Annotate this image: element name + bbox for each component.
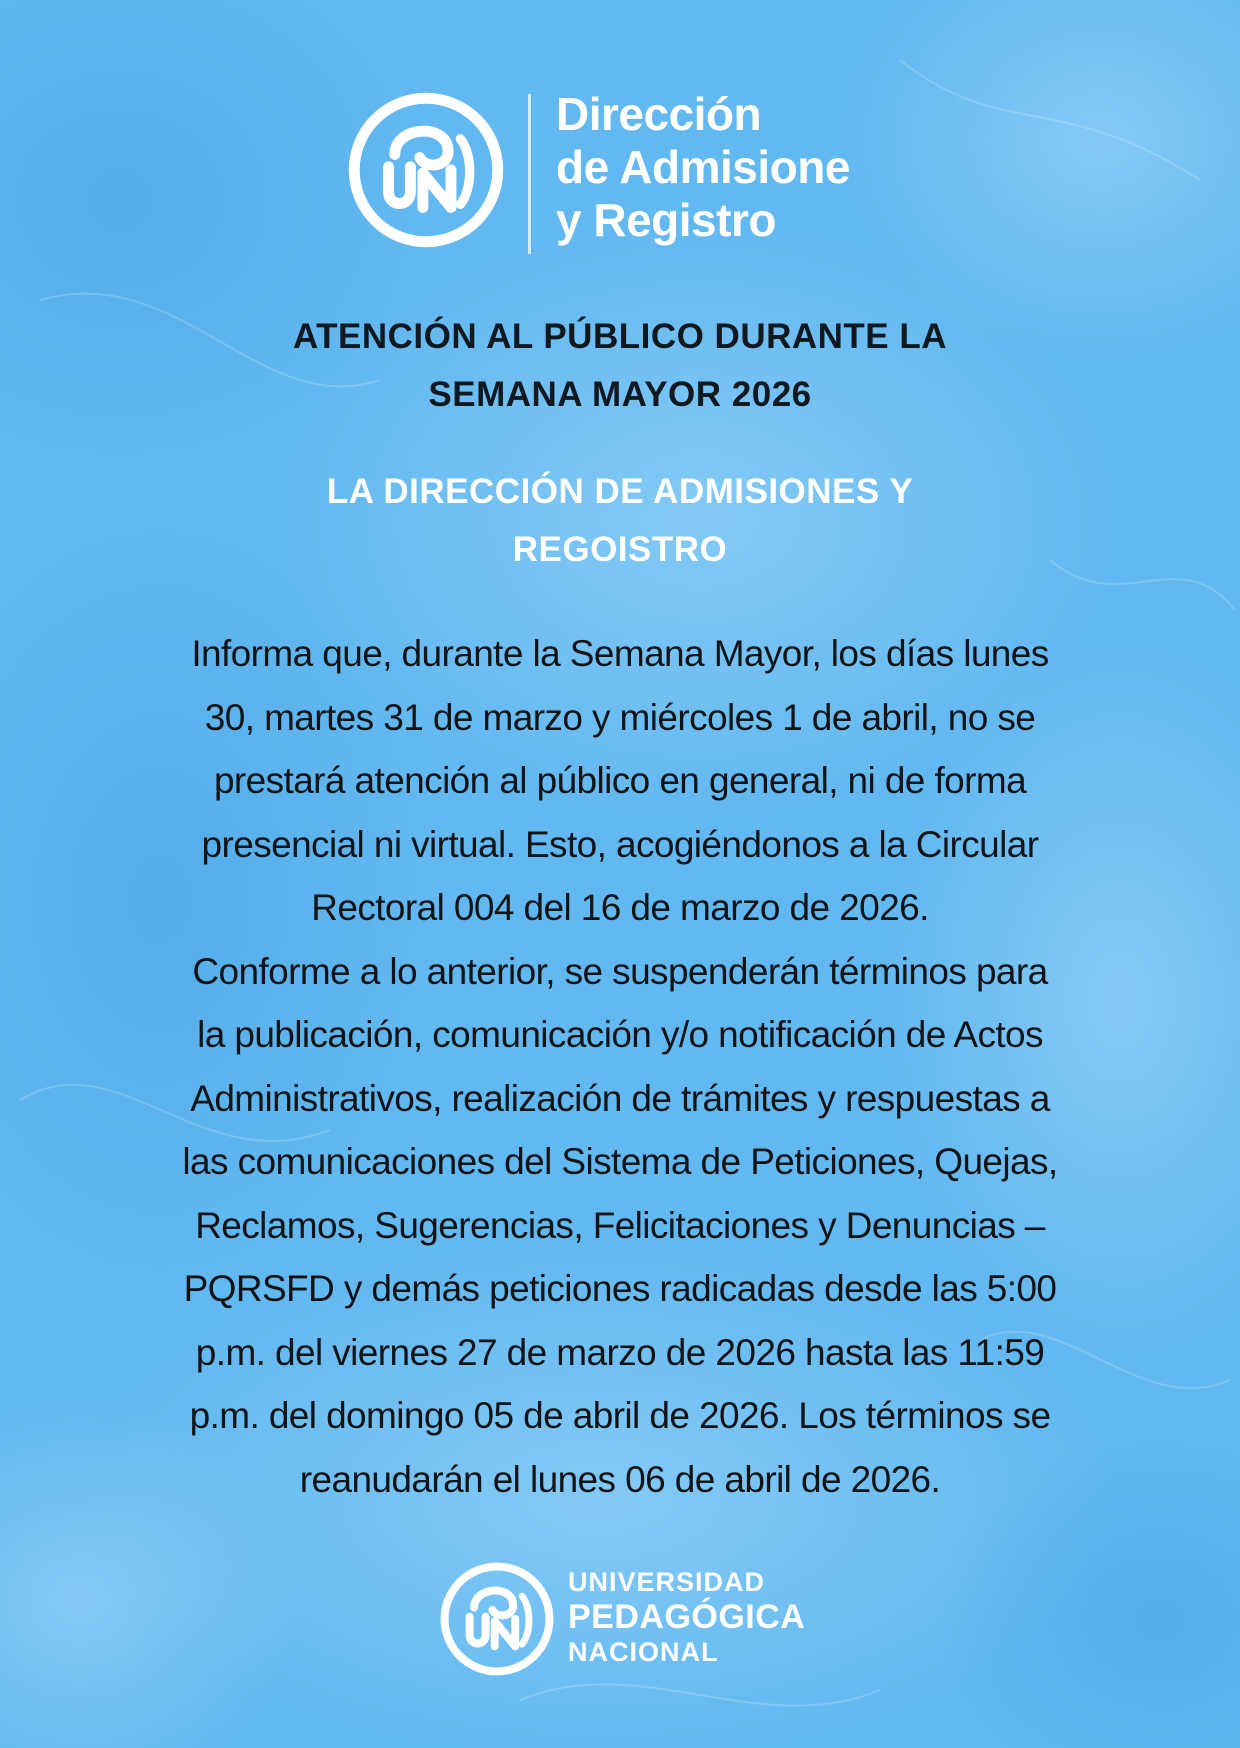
body-line: Informa que, durante la Semana Mayor, los días lunes <box>191 633 1049 674</box>
footer-logo-block <box>440 1560 840 1680</box>
body-line: reanudarán el lunes 06 de abril de 2026. <box>299 1458 941 1500</box>
header-title-line: y Registro <box>556 194 776 246</box>
body-line: Rectoral 004 del 16 de marzo de 2026. <box>311 887 929 928</box>
body-line: PQRSFD y demás peticiones radicadas desde las 5:00 <box>183 1268 1057 1309</box>
upn-monogram-icon <box>440 1562 554 1676</box>
upn-monogram-icon <box>348 92 504 248</box>
body-line: Administrativos, realización de trámites y respuestas a <box>190 1077 1050 1119</box>
body-line: presencial ni virtual. Esto, acogiéndonos a la Circular <box>201 823 1039 865</box>
headline-line: ATENCIÓN AL PÚBLICO DURANTE LA <box>292 317 948 356</box>
headline <box>140 308 1100 424</box>
header-title <box>556 88 888 258</box>
announcement-body <box>100 622 1140 1511</box>
body-line: la publicación, comunicación y/o notificación de Actos <box>197 1014 1043 1055</box>
subheadline-line: LA DIRECCIÓN DE ADMISIONES Y <box>326 472 914 511</box>
footer-university-name <box>568 1566 805 1668</box>
footer-line: UNIVERSIDAD <box>568 1567 766 1597</box>
body-line: Reclamos, Sugerencias, Felicitaciones y Denuncias – <box>195 1204 1045 1246</box>
header-title-line: de Admisione <box>556 141 850 193</box>
body-line: prestará atención al público en general, ni de forma <box>213 760 1027 801</box>
body-line: Conforme a lo anterior, se suspenderán términos para <box>192 950 1048 992</box>
subheadline <box>140 463 1100 579</box>
body-line: p.m. del viernes 27 de marzo de 2026 hasta las 11:59 <box>195 1331 1045 1373</box>
header-divider <box>528 94 531 254</box>
headline-line: SEMANA MAYOR 2026 <box>428 375 812 414</box>
body-line: 30, martes 31 de marzo y miércoles 1 de abril, no se <box>204 696 1036 738</box>
body-line: p.m. del domingo 05 de abril de 2026. Los términos se <box>189 1395 1051 1436</box>
header-title-line: Dirección <box>556 88 762 140</box>
footer-line: NACIONAL <box>568 1637 719 1667</box>
footer-line: PEDAGÓGICA <box>568 1598 806 1636</box>
subheadline-line: REGOISTRO <box>512 530 728 569</box>
header <box>348 88 908 262</box>
body-line: las comunicaciones del Sistema de Peticiones, Quejas, <box>182 1141 1058 1182</box>
